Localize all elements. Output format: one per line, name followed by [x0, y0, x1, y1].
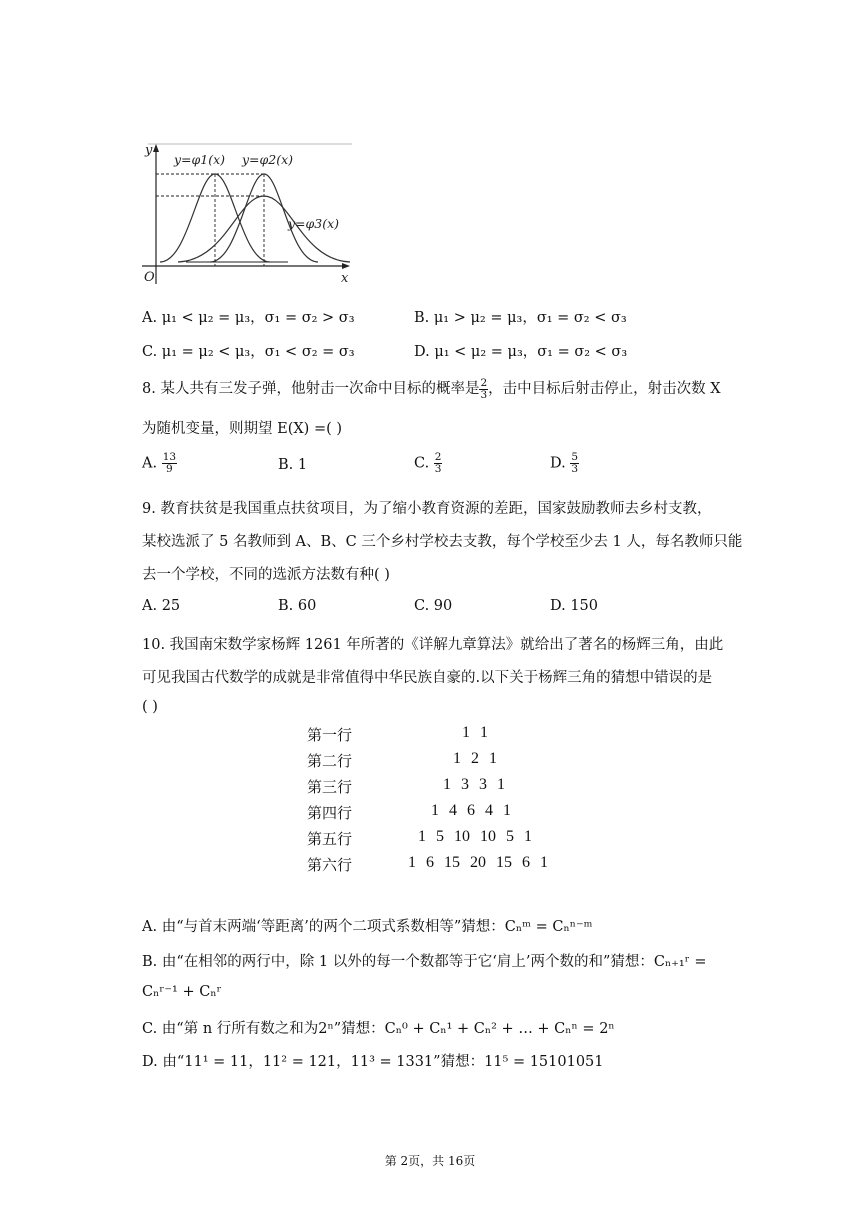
y-axis-label: y	[145, 143, 153, 158]
triangle-row-label: 第二行	[307, 752, 353, 770]
q8-option-b: B. 1	[278, 457, 308, 473]
q7-option-a: A. μ₁ < μ₂ = μ₃，σ₁ = σ₂ > σ₃	[142, 310, 355, 326]
q7-option-b: B. μ₁ > μ₂ = μ₃，σ₁ = σ₂ < σ₃	[414, 310, 627, 326]
q9-line2: 某校选派了 5 名教师到 A、B、C 三个乡村学校去支教，每个学校至少去 1 人，每名教师只能	[142, 534, 743, 550]
q9-option-d: D. 150	[550, 598, 599, 614]
triangle-row-values: 1 6 15 20 15 6 1	[408, 854, 548, 871]
q8-line1	[142, 377, 721, 401]
q8-text-b: ，击中目标后射击停止，射击次数 X	[488, 381, 721, 397]
triangle-row-label: 第六行	[307, 856, 353, 874]
q10-line2: 可见我国古代数学的成就是非常值得中华民族自豪的.以下关于杨辉三角的猜想中错误的是	[142, 670, 713, 686]
triangle-row-values: 1 3 3 1	[443, 776, 505, 793]
curve2-label: y=φ2(x)	[242, 152, 294, 167]
q7-option-d: D. μ₁ < μ₂ = μ₃，σ₁ = σ₂ < σ₃	[414, 344, 628, 360]
q10-line1: 10. 我国南宋数学家杨辉 1261 年所著的《详解九章算法》就给出了著名的杨辉三角，由此	[142, 637, 724, 653]
triangle-row-label: 第四行	[307, 804, 353, 822]
triangle-row-label: 第三行	[307, 778, 353, 796]
triangle-row-values: 1 2 1	[453, 750, 497, 767]
triangle-row-label: 第五行	[307, 830, 353, 848]
q10-line3: ( )	[142, 699, 158, 715]
curve1-label: y=φ1(x)	[174, 152, 226, 167]
q8-option-a: A. $\frac{13}{9}$	[142, 451, 177, 475]
q9-option-a: A. 25	[142, 598, 181, 614]
origin-label: O	[144, 270, 155, 285]
q10-option-b-line2: Cₙʳ⁻¹ + Cₙʳ	[142, 984, 222, 1000]
q10-option-c: C. 由“第 n 行所有数之和为2ⁿ”猜想：Cₙ⁰ + Cₙ¹ + Cₙ² + … + Cₙⁿ = 2ⁿ	[142, 1021, 615, 1037]
triangle-row-values: 1 5 10 10 5 1	[418, 828, 532, 845]
q9-line1: 9. 教育扶贫是我国重点扶贫项目，为了缩小教育资源的差距，国家鼓励教师去乡村支教，	[142, 501, 712, 517]
q10-option-a: A. 由“与首末两端‘等距离’的两个二项式系数相等”猜想：Cₙᵐ = Cₙⁿ⁻ᵐ	[142, 919, 593, 935]
q8-option-d: D. $\frac{5}{3}$	[550, 451, 579, 475]
page-footer: 第 2页，共 16页	[384, 1154, 476, 1168]
q10-option-b-line1: B. 由“在相邻的两行中，除 1 以外的每一个数都等于它‘肩上’两个数的和”猜想：Cₙ₊₁ʳ =	[142, 954, 707, 970]
triangle-row-label: 第一行	[307, 726, 353, 744]
normal-distribution-figure	[138, 140, 356, 288]
q7-option-c: C. μ₁ = μ₂ < μ₃，σ₁ < σ₂ = σ₃	[142, 344, 355, 360]
q9-option-c: C. 90	[414, 598, 453, 614]
q9-option-b: B. 60	[278, 598, 317, 614]
curve3-label: y=φ3(x)	[288, 216, 340, 231]
triangle-row-values: 1 1	[462, 724, 488, 741]
q8-line2: 为随机变量，则期望 E(X) =( )	[142, 421, 343, 437]
q8-probability-fraction: $\frac{2}{3}$	[480, 376, 488, 401]
x-axis-label: x	[341, 271, 349, 286]
q10-option-d: D. 由“11¹ = 11，11² = 121，11³ = 1331”猜想：11⁵ = 15101051	[142, 1054, 604, 1070]
q9-line3: 去一个学校，不同的选派方法数有种( )	[142, 567, 390, 583]
triangle-row-values: 1 4 6 4 1	[431, 802, 511, 819]
q8-option-c: C. $\frac{2}{3}$	[414, 451, 442, 475]
q8-text-a: 8. 某人共有三发子弹，他射击一次命中目标的概率是	[142, 381, 480, 397]
